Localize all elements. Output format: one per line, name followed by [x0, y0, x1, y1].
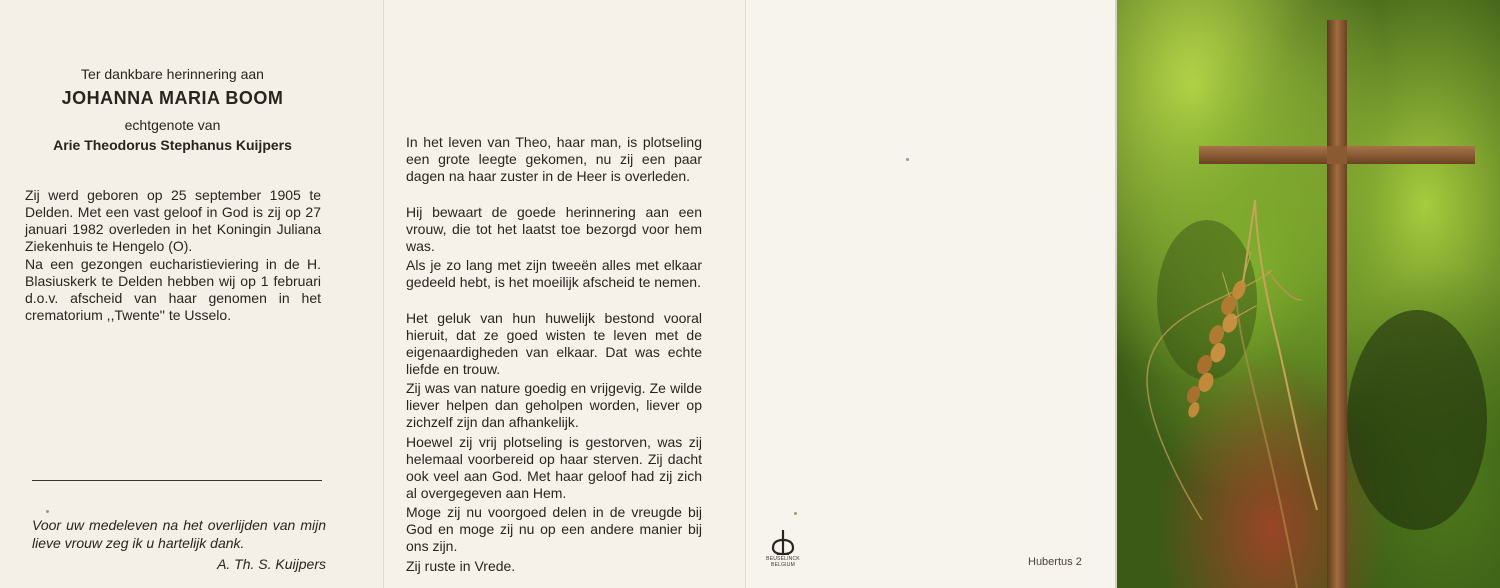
print-dot [794, 512, 797, 515]
deceased-name: JOHANNA MARIA BOOM [61, 88, 284, 108]
meditation-paragraph-4: Het geluk van hun huwelijk bestond vooral hieruit, dat ze goed wisten te leven met de eigenaardigheden van elkaar. Dat was echte liefde en trouw. [406, 310, 702, 377]
funeral-paragraph: Na een gezongen eucharistieviering in de H. Blasiuskerk te Delden hebben wij op 1 februari d.o.v. afscheid van haar genomen in het crematorium ,,Twente'' te Usselo. [25, 256, 321, 323]
print-dot [46, 510, 49, 513]
divider-line [32, 480, 322, 481]
signature: A. Th. S. Kuijpers [217, 556, 326, 572]
middle-panel [383, 0, 745, 588]
meditation-paragraph-5: Zij was van nature goedig en vrijgevig. Ze wilde liever helpen dan geholpen worden, liever op zichzelf zijn dan afhankelijk. [406, 380, 702, 430]
publisher-mark-icon [769, 528, 797, 556]
print-dot [906, 158, 909, 161]
publisher-logo [758, 528, 808, 568]
photo-panel [1115, 0, 1500, 588]
publisher-name: BEUSELINCK [766, 556, 800, 562]
meditation-paragraph-2: Hij bewaart de goede herinnering aan een vrouw, die tot het laatst toe bezorgd voor hem was. [406, 204, 702, 254]
meditation-paragraph-1: In het leven van Theo, haar man, is plotseling een grote leegte gekomen, nu zij een paar dagen na haar zuster in de Heer is overleden. [406, 134, 702, 184]
meditation-paragraph-3: Als je zo lang met zijn tweeën alles met elkaar gedeeld hebt, is het moeilijk afscheid te nemen. [406, 257, 702, 290]
intro-line: Ter dankbare herinnering aan [81, 66, 264, 82]
left-panel [0, 0, 383, 588]
publisher-country: BELGIUM [771, 562, 795, 568]
spouse-name: Arie Theodorus Stephanus Kuijpers [53, 137, 292, 153]
meditation-paragraph-7: Moge zij nu voorgoed delen in de vreugde bij God en moge zij nu op een andere manier bij ons zijn. [406, 504, 702, 554]
design-code: Hubertus 2 [1028, 556, 1082, 568]
cross-with-wheat-icon [1117, 0, 1500, 588]
back-panel [745, 0, 1115, 588]
closing-line: Zij ruste in Vrede. [406, 558, 516, 574]
thanks-message: Voor uw medeleven na het overlijden van mijn lieve vrouw zeg ik u hartelijk dank. [32, 517, 326, 551]
biography-paragraph: Zij werd geboren op 25 september 1905 te Delden. Met een vast geloof in God is zij op 27 januari 1982 overleden in het Koningin Juliana Ziekenhuis te Hengelo (O). [25, 187, 321, 254]
meditation-paragraph-6: Hoewel zij vrij plotseling is gestorven, was zij helemaal voorbereid op haar sterven. Zij dacht ook veel aan God. Met haar geloof had zij zich al overgegeven aan Hem. [406, 434, 702, 501]
relation-line: echtgenote van [124, 117, 221, 133]
